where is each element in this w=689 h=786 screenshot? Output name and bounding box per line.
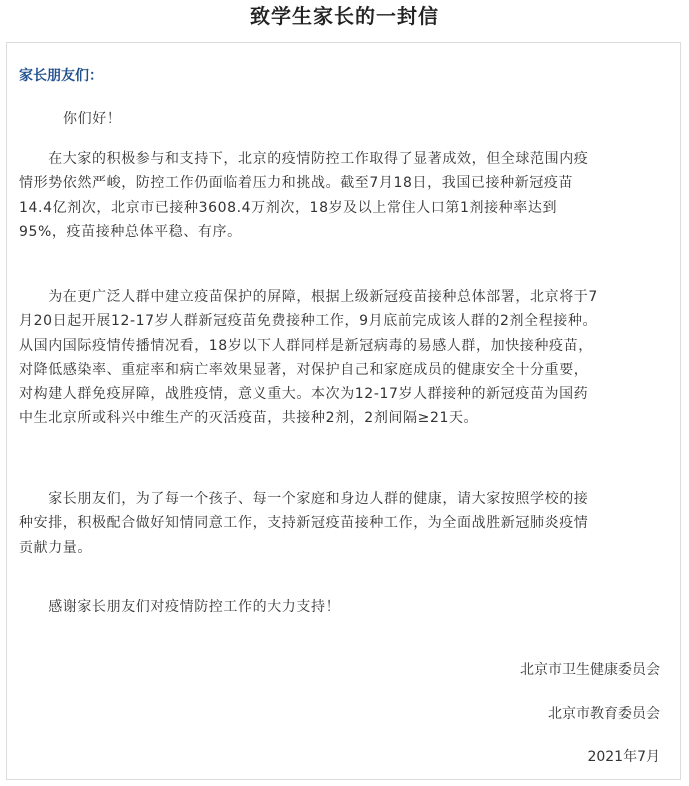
paragraph-line: 贡献力量。 (19, 539, 92, 556)
paragraph-line: 从国内国际疫情传播情况看，18岁以下人群同样是新冠病毒的易感人群，加快接种疫苗， (19, 337, 593, 354)
paragraph-line: 情形势依然严峻，防控工作仍面临着压力和挑战。截至7月18日，我国已接种新冠疫苗 (19, 175, 574, 192)
paragraph-line: 家长朋友们，为了每一个孩子、每一个家庭和身边人群的健康，请大家按照学校的接 (19, 491, 589, 507)
salutation: 家长朋友们： (19, 68, 103, 84)
paragraph-line: 中生北京所或科兴中维生产的灭活疫苗，共接种2剂，2剂间隔≥21天。 (19, 410, 479, 427)
paragraph-line: 95%，疫苗接种总体平稳、有序。 (19, 223, 242, 240)
paragraph-3 (19, 487, 669, 560)
paragraph-line: 对构建人群免疫屏障，战胜疫情，意义重大。本次为12-17岁人群接种的新冠疫苗为国药 (19, 386, 589, 403)
signoff-org-education: 北京市教育委员会 (548, 706, 660, 722)
paragraph-line: 为在更广泛人群中建立疫苗保护的屏障，根据上级新冠疫苗接种总体部署，北京将于7 (19, 289, 598, 305)
paragraph-1 (19, 147, 669, 244)
paragraph-2 (19, 285, 669, 431)
paragraph-line: 14.4亿剂次，北京市已接种3608.4万剂次，18岁及以上常住人口第1剂接种率达到 (19, 199, 558, 216)
paragraph-line: 对降低感染率、重症率和病亡率效果显著，对保护自己和家庭成员的健康安全十分重要， (19, 361, 589, 378)
paragraph-4 (19, 595, 669, 619)
signoff-org-health: 北京市卫生健康委员会 (520, 662, 660, 678)
letter-body (6, 42, 681, 780)
paragraph-line: 月20日起开展12-17岁人群新冠疫苗免费接种工作，9月底前完成该人群的2剂全程接种。 (19, 313, 598, 330)
letter-title: 致学生家长的一封信 (250, 4, 439, 28)
paragraph-line: 感谢家长朋友们对疫情防控工作的大力支持！ (19, 599, 341, 615)
greeting-text: 你们好！ (63, 111, 122, 127)
paragraph-line: 种安排，积极配合做好知情同意工作，支持新冠疫苗接种工作，为全面战胜新冠肺炎疫情 (19, 515, 589, 532)
signoff-date: 2021年7月 (587, 749, 660, 765)
paragraph-line: 在大家的积极参与和支持下，北京的疫情防控工作取得了显著成效，但全球范围内疫 (19, 151, 589, 167)
greeting (19, 107, 669, 131)
